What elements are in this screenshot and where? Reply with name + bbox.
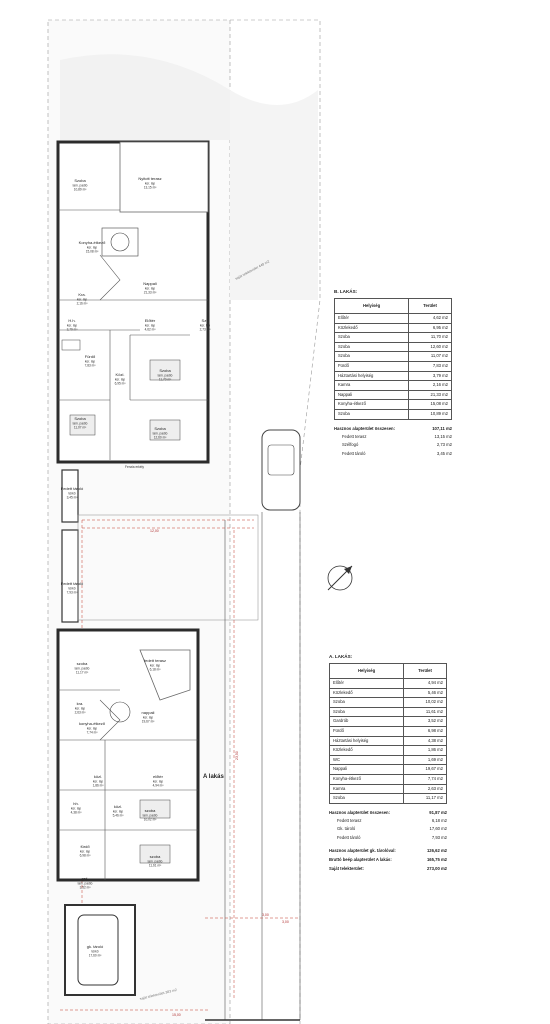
room-sub: lam. padló bbox=[157, 373, 173, 378]
room-area: 2,16 m² bbox=[76, 301, 88, 306]
room-area: 10,02 m² bbox=[143, 817, 157, 822]
room-area: 10,89 m2 bbox=[409, 409, 452, 419]
total-item-value: 273,00 m2 bbox=[426, 866, 447, 872]
room-area: 3,52 m2 bbox=[404, 717, 447, 727]
extra-item-value: 3,45 m2 bbox=[436, 450, 452, 456]
room-area: 4,62 m2 bbox=[409, 314, 452, 324]
room-name: Közlekedő bbox=[330, 746, 404, 756]
room-sub: lam. padló bbox=[74, 666, 90, 671]
room-name: szoba bbox=[144, 808, 156, 813]
room-sub: ker. lap bbox=[112, 809, 124, 814]
room-area: 11,70 m² bbox=[158, 377, 172, 382]
room-area: 11,17 m² bbox=[75, 670, 89, 675]
a-flat-room-table bbox=[329, 663, 447, 804]
total-item-label: Hasznos alapterület gk. tárolóval: bbox=[329, 848, 396, 854]
room-area: 11,61 m² bbox=[148, 863, 162, 868]
table-row bbox=[330, 765, 447, 775]
table-row bbox=[335, 390, 452, 400]
room-label bbox=[148, 854, 163, 868]
table-row bbox=[330, 746, 447, 756]
room-name: Nyitott terasz bbox=[138, 176, 162, 181]
room-name: Szoba bbox=[335, 352, 409, 362]
room-name: közl. bbox=[93, 774, 103, 779]
room-name: Gardrób bbox=[330, 717, 404, 727]
table-row bbox=[330, 698, 447, 708]
extra-item-value: 17,60 m2 bbox=[429, 826, 447, 832]
table-row bbox=[335, 361, 452, 371]
sum-value: 107,11 m2 bbox=[432, 425, 452, 431]
room-name: Nappali bbox=[335, 390, 409, 400]
room-sub: ker. lap bbox=[79, 849, 91, 854]
total-item-value: 165,75 m2 bbox=[426, 857, 447, 863]
extra-item bbox=[329, 817, 447, 826]
room-label bbox=[158, 368, 173, 382]
room-name: Közlekedő bbox=[335, 323, 409, 333]
room-name: Szoba bbox=[74, 416, 86, 421]
extra-item-label: Fedett terasz bbox=[342, 433, 367, 439]
room-area: 10,02 m2 bbox=[404, 698, 447, 708]
room-name: fedett terasz bbox=[143, 658, 167, 663]
room-area: 11,07 m2 bbox=[409, 352, 452, 362]
room-sub: lam. padló bbox=[72, 421, 88, 426]
room-name: közl. bbox=[113, 804, 123, 809]
extra-item bbox=[329, 825, 447, 834]
table-row bbox=[330, 736, 447, 746]
table-header-row bbox=[330, 664, 447, 679]
room-name: Előtér bbox=[335, 314, 409, 324]
extra-item-label: Szélfogó bbox=[342, 442, 359, 448]
room-name: Szoba bbox=[159, 368, 171, 373]
table-header-row bbox=[335, 299, 452, 314]
room-name: Fürdő bbox=[335, 361, 409, 371]
room-area: 11,07 m² bbox=[73, 425, 87, 430]
room-area: 5,46 m2 bbox=[404, 688, 447, 698]
room-sub: ker. lap bbox=[92, 779, 104, 784]
room-area: 7,83 m² bbox=[84, 363, 96, 368]
b-flat-sum bbox=[334, 424, 452, 433]
col-area: Terület bbox=[409, 299, 452, 314]
room-sub: térkő bbox=[91, 949, 99, 954]
room-area: 2,63 m² bbox=[74, 710, 86, 715]
dim-a: 3,00 bbox=[262, 913, 269, 917]
room-name: nappali bbox=[141, 710, 155, 715]
room-area: 13,15 m² bbox=[143, 185, 157, 190]
room-area: 6,98 m2 bbox=[404, 726, 447, 736]
room-name: Konyha-étkező bbox=[335, 400, 409, 410]
room-area: 1,86 m² bbox=[92, 783, 104, 788]
extra-item bbox=[334, 450, 452, 459]
room-name: hh. bbox=[73, 801, 79, 806]
room-sub: ker. lap bbox=[86, 726, 98, 731]
room-area: 2,16 m2 bbox=[409, 381, 452, 391]
room-sub: lam. padló bbox=[147, 859, 163, 864]
room-label bbox=[93, 774, 104, 788]
room-area: 4,38 m2 bbox=[404, 736, 447, 746]
room-name: Konyha-étkező bbox=[78, 240, 106, 245]
col-room: Helyiség bbox=[330, 664, 404, 679]
room-label bbox=[143, 281, 157, 295]
room-area: 4,62 m² bbox=[144, 327, 156, 332]
room-sub: lam. padló bbox=[72, 183, 88, 188]
room-name: Nappali bbox=[143, 281, 157, 286]
room-name: Szoba bbox=[74, 178, 86, 183]
room-area: 5,46 m² bbox=[112, 813, 124, 818]
room-sub: ker. lap bbox=[144, 286, 156, 291]
room-name: Kamra bbox=[335, 381, 409, 391]
room-label bbox=[153, 426, 168, 440]
room-name: Szoba bbox=[335, 409, 409, 419]
room-name: Fedett tároló bbox=[60, 486, 84, 491]
room-area: 6,95 m2 bbox=[409, 323, 452, 333]
extra-item-value: 6,18 m2 bbox=[431, 817, 447, 823]
a-flat-sum bbox=[329, 808, 447, 817]
col-area: Terület bbox=[404, 664, 447, 679]
table-row bbox=[335, 314, 452, 324]
room-sub: ker. lap bbox=[199, 323, 211, 328]
room-label bbox=[113, 804, 124, 818]
table-row bbox=[335, 323, 452, 333]
table-row bbox=[330, 726, 447, 736]
room-sub: ker. lap bbox=[152, 779, 164, 784]
room-label bbox=[80, 844, 91, 858]
room-name: H.h. bbox=[68, 318, 76, 323]
room-area: 2,63 m2 bbox=[404, 784, 447, 794]
room-sub: ker. lap bbox=[149, 663, 161, 668]
room-area: 2,73 m² bbox=[199, 327, 211, 332]
room-sub: ker. lap bbox=[74, 706, 86, 711]
a-flat-marker: A lakás bbox=[203, 774, 224, 780]
room-area: 19,67 m² bbox=[141, 719, 155, 724]
table-row bbox=[335, 333, 452, 343]
room-area: 1,86 m2 bbox=[404, 746, 447, 756]
room-sub: térkő bbox=[68, 491, 76, 496]
extra-item-label: Fedett tároló bbox=[337, 834, 361, 840]
room-area: 15,08 m² bbox=[85, 249, 99, 254]
room-name: Közl. bbox=[115, 372, 125, 377]
room-area: 3,45 m² bbox=[66, 495, 78, 500]
room-area: 6,95 m² bbox=[114, 381, 126, 386]
room-label bbox=[115, 372, 126, 386]
room-name: Szoba bbox=[335, 333, 409, 343]
room-sub: ker. lap bbox=[66, 323, 78, 328]
b-flat-room-table bbox=[334, 298, 452, 420]
room-area: 19,67 m2 bbox=[404, 765, 447, 775]
table-row bbox=[330, 774, 447, 784]
room-sub: ker. lap bbox=[142, 715, 154, 720]
room-name: Nappali bbox=[330, 765, 404, 775]
room-name: Háztartási helyiség bbox=[335, 371, 409, 381]
room-label bbox=[85, 354, 96, 368]
room-label bbox=[145, 318, 156, 332]
room-name: WC bbox=[330, 755, 404, 765]
a-flat-table bbox=[329, 654, 447, 873]
extra-item-value: 2,73 m2 bbox=[436, 442, 452, 448]
room-name: fürdő bbox=[80, 844, 90, 849]
b-flat-title: B. LAKÁS: bbox=[334, 289, 358, 294]
room-name: előtér bbox=[152, 774, 164, 779]
dim-height: 23,50 bbox=[235, 751, 239, 760]
room-name: grd. bbox=[81, 876, 89, 881]
room-name: Szoba bbox=[330, 698, 404, 708]
room-name: Fedett tároló bbox=[60, 581, 84, 586]
extra-item-label: Fedett tároló bbox=[342, 450, 366, 456]
extra-item bbox=[329, 834, 447, 843]
room-area: 12,60 m2 bbox=[409, 342, 452, 352]
room-area: 15,08 m2 bbox=[409, 400, 452, 410]
room-area: 3,52 m² bbox=[79, 885, 91, 890]
room-name: Előtér bbox=[144, 318, 156, 323]
room-sub: ker. lap bbox=[70, 806, 82, 811]
table-row bbox=[335, 352, 452, 362]
sum-label: Hasznos alapterület összesen: bbox=[334, 425, 395, 431]
total-item bbox=[329, 855, 447, 864]
room-area: 11,61 m2 bbox=[404, 707, 447, 717]
room-area: 12,60 m² bbox=[153, 435, 167, 440]
room-area: 4,94 m2 bbox=[404, 679, 447, 689]
room-name: Kamra bbox=[330, 784, 404, 794]
room-label bbox=[143, 808, 158, 822]
sum-label: Hasznos alapterület összesen: bbox=[329, 809, 390, 815]
extra-item-value: 13,15 m2 bbox=[434, 433, 452, 439]
total-item bbox=[329, 846, 447, 855]
room-area: 6,18 m² bbox=[149, 667, 161, 672]
north-arrow-icon bbox=[328, 566, 352, 590]
table-row bbox=[335, 342, 452, 352]
room-name: Szoba bbox=[154, 426, 166, 431]
room-area: 21,33 m² bbox=[143, 290, 157, 295]
room-area: 11,17 m2 bbox=[404, 794, 447, 804]
room-area: 7,74 m² bbox=[86, 730, 98, 735]
room-area: 4,94 m² bbox=[152, 783, 164, 788]
room-name: Közlekedő bbox=[330, 688, 404, 698]
table-row bbox=[335, 371, 452, 381]
room-name: Fürdő bbox=[330, 726, 404, 736]
extra-item-label: Gk. tároló bbox=[337, 826, 356, 832]
room-name: Kra. bbox=[78, 292, 86, 297]
table-row bbox=[330, 688, 447, 698]
table-row bbox=[330, 679, 447, 689]
room-area: 7,74 m2 bbox=[404, 774, 447, 784]
room-area: 3,79 m² bbox=[66, 327, 78, 332]
room-name: Szoba bbox=[330, 794, 404, 804]
room-name: konyha-étkező bbox=[78, 721, 106, 726]
room-sub: ker. lap bbox=[144, 181, 156, 186]
room-sub: lam. padló bbox=[142, 813, 158, 818]
room-sub: térkő bbox=[68, 586, 76, 591]
room-name: Fürdő bbox=[84, 354, 96, 359]
b-flat-table bbox=[334, 289, 452, 458]
room-area: 11,70 m2 bbox=[409, 333, 452, 343]
extra-item bbox=[334, 433, 452, 442]
room-sub: ker. lap bbox=[86, 245, 98, 250]
extra-item-label: Fedett terasz bbox=[337, 817, 362, 823]
table-row bbox=[335, 381, 452, 391]
room-sub: lam. padló bbox=[77, 881, 93, 886]
room-area: 17,60 m² bbox=[88, 953, 102, 958]
room-name: Szoba bbox=[335, 342, 409, 352]
room-label bbox=[142, 710, 155, 724]
total-item-label: Bruttó beép alapterület A lakás: bbox=[329, 857, 392, 863]
dim-bottom: 15,00 bbox=[172, 1013, 181, 1017]
room-area: 6,98 m² bbox=[79, 853, 91, 858]
col-room: Helyiség bbox=[335, 299, 409, 314]
table-row bbox=[330, 755, 447, 765]
room-area: 7,83 m2 bbox=[409, 361, 452, 371]
room-name: gk. tároló bbox=[86, 944, 104, 949]
plot-area-a: saját telekterület 383 m2 bbox=[139, 987, 178, 1001]
sum-value: 91,87 m2 bbox=[429, 809, 447, 815]
room-area: 4,38 m² bbox=[70, 810, 82, 815]
table-row bbox=[330, 717, 447, 727]
room-name: Szf. bbox=[201, 318, 209, 323]
room-name: Szoba bbox=[330, 707, 404, 717]
dim-b: 3,00 bbox=[282, 920, 289, 924]
table-row bbox=[335, 400, 452, 410]
extra-item bbox=[334, 441, 452, 450]
table-row bbox=[335, 409, 452, 419]
room-area: 1,69 m2 bbox=[404, 755, 447, 765]
table-row bbox=[330, 784, 447, 794]
room-area: 10,89 m² bbox=[73, 187, 87, 192]
room-name: szoba bbox=[149, 854, 161, 859]
total-item-value: 126,62 m2 bbox=[426, 848, 447, 854]
room-name: Háztartási helyiség bbox=[330, 736, 404, 746]
room-sub: ker. lap bbox=[144, 323, 156, 328]
dim-width: 12,00 bbox=[150, 529, 159, 533]
room-area: 3,79 m2 bbox=[409, 371, 452, 381]
room-sub: ker. lap bbox=[76, 297, 88, 302]
room-sub: lam. padló bbox=[152, 431, 168, 436]
table-row bbox=[330, 707, 447, 717]
room-label bbox=[73, 178, 88, 192]
plot-area-b: saját telekterület 449 m2 bbox=[234, 259, 271, 281]
table-row bbox=[330, 794, 447, 804]
a-flat-title: A. LAKÁS: bbox=[329, 654, 353, 659]
room-label bbox=[153, 774, 164, 788]
total-item bbox=[329, 864, 447, 873]
fence-label: Fenzia erkély bbox=[125, 465, 144, 469]
room-name: szoba bbox=[76, 661, 88, 666]
extra-item-value: 7,93 m2 bbox=[431, 834, 447, 840]
room-label bbox=[75, 661, 90, 675]
room-label bbox=[73, 416, 88, 430]
room-name: kra. bbox=[76, 701, 84, 706]
room-sub: ker. lap bbox=[84, 359, 96, 364]
total-item-label: Saját telekterület: bbox=[329, 866, 364, 872]
room-name: Konyha-étkező bbox=[330, 774, 404, 784]
room-area: 21,33 m2 bbox=[409, 390, 452, 400]
room-sub: ker. lap bbox=[114, 377, 126, 382]
room-area: 7,93 m² bbox=[66, 590, 78, 595]
room-name: Előtér bbox=[330, 679, 404, 689]
